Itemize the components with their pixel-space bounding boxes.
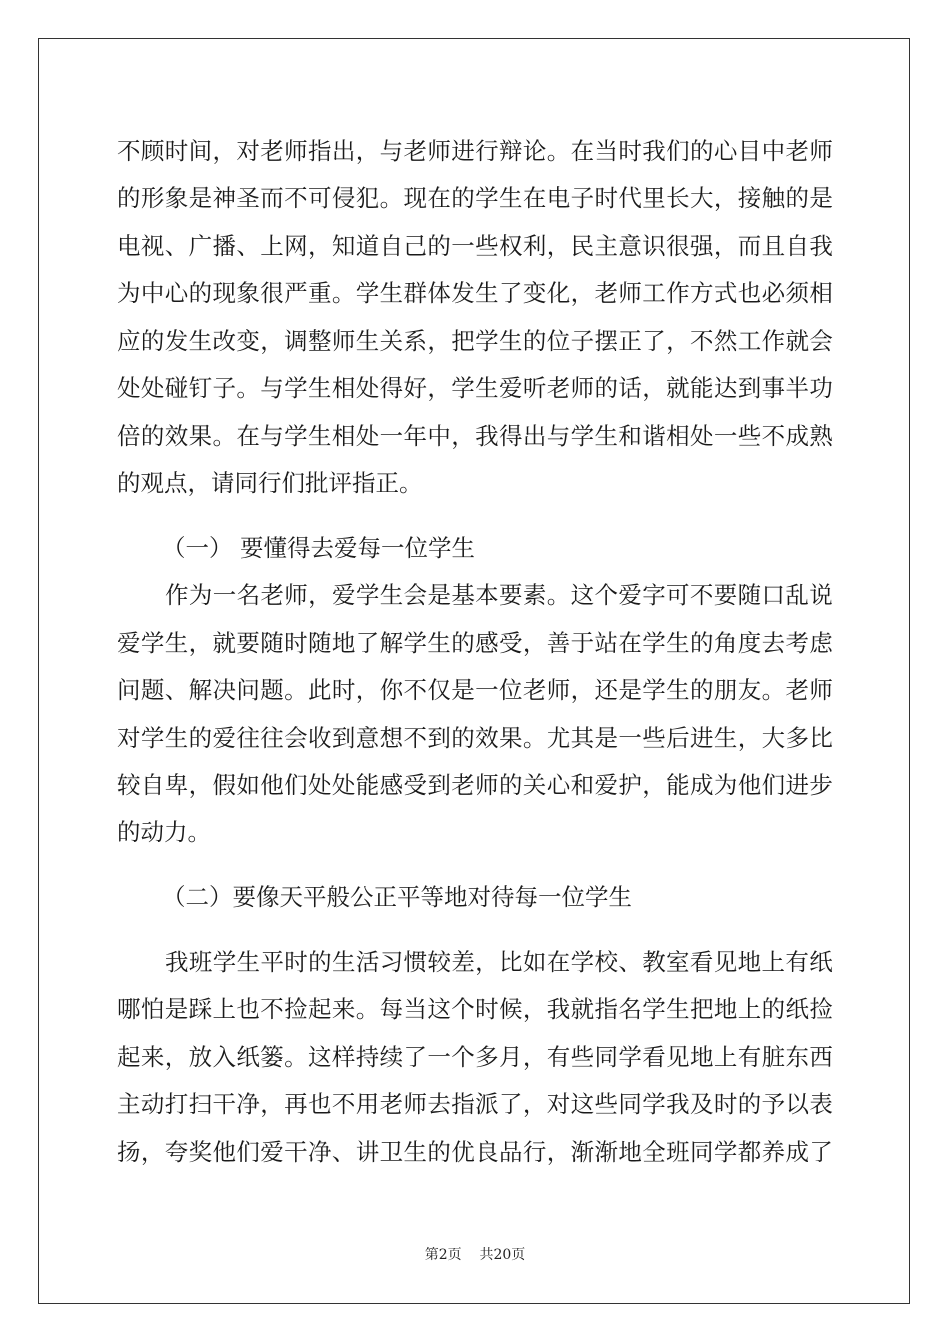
- section-heading: （二）要像天平般公正平等地对待每一位学生: [162, 883, 632, 911]
- text-line: 为 中 心 的 现 象 很 严 重 。 学 生 群 体 发 生 了 变 化 ， 老 师 工 作 方 式 也 必 须 相: [117, 279, 833, 307]
- page-footer: [0, 1244, 950, 1264]
- text-line: 起 来 ， 放 入 纸 篓 。 这 样 持 续 了 一 个 多 月 ， 有 些 同 学 看 见 地 上 有 脏 东 西: [117, 1043, 833, 1071]
- text-line: 我 班 学 生 平 时 的 生 活 习 惯 较 差 ， 比 如 在 学 校 、 教 室 看 见 地 上 有 纸: [165, 948, 833, 976]
- text-line: 对 学 生 的 爱 往 往 会 收 到 意 想 不 到 的 效 果 。 尤 其 是 一 些 后 进 生 ， 大 多 比: [117, 724, 833, 752]
- text-line: 不 顾 时 间 ， 对 老 师 指 出 ， 与 老 师 进 行 辩 论 。 在 当 时 我 们 的 心 目 中 老 师: [117, 137, 833, 165]
- text-line: 的 形 象 是 神 圣 而 不 可 侵 犯 。 现 在 的 学 生 在 电 子 时 代 里 长 大 ， 接 触 的 是: [117, 184, 833, 212]
- text-line: 较 自 卑 ， 假 如 他 们 处 处 能 感 受 到 老 师 的 关 心 和 爱 护 ， 能 成 为 他 们 进 步: [117, 771, 833, 799]
- section-heading: （一） 要懂得去爱每一位学生: [162, 534, 475, 562]
- text-line: 问 题 、 解 决 问 题 。 此 时 ， 你 不 仅 是 一 位 老 师 ， 还 是 学 生 的 朋 友 。 老 师: [117, 676, 833, 704]
- text-line: 电 视 、 广 播 、 上 网 ， 知 道 自 己 的 一 些 权 利 ， 民 主 意 识 很 强 ， 而 且 自 我: [117, 232, 833, 260]
- text-line: 爱 学 生 ， 就 要 随 时 随 地 了 解 学 生 的 感 受 ， 善 于 站 在 学 生 的 角 度 去 考 虑: [117, 629, 833, 657]
- text-line: 处 处 碰 钉 子 。 与 学 生 相 处 得 好 ， 学 生 爱 听 老 师 的 话 ， 就 能 达 到 事 半 功: [117, 374, 833, 402]
- text-line: 哪 怕 是 踩 上 也 不 捡 起 来 。 每 当 这 个 时 候 ， 我 就 指 名 学 生 把 地 上 的 纸 捡: [117, 995, 833, 1023]
- text-line: 作 为 一 名 老 师 ， 爱 学 生 会 是 基 本 要 素 。 这 个 爱 字 可 不 要 随 口 乱 说: [165, 581, 833, 609]
- page-number: 第2页: [424, 1247, 462, 1263]
- text-line: 扬 ， 夸 奖 他 们 爱 干 净 、 讲 卫 生 的 优 良 品 行 ， 渐 渐 地 全 班 同 学 都 养 成 了: [117, 1138, 833, 1166]
- text-line: 应 的 发 生 改 变 ， 调 整 师 生 关 系 ， 把 学 生 的 位 子 摆 正 了 ， 不 然 工 作 就 会: [117, 327, 833, 355]
- text-line: 的动力。: [117, 818, 211, 846]
- text-line: 的观点，请同行们批评指正。: [117, 469, 423, 497]
- text-line: 主 动 打 扫 干 净 ， 再 也 不 用 老 师 去 指 派 了 ， 对 这 些 同 学 我 及 时 的 予 以 表: [117, 1090, 833, 1118]
- page-total: 共20页: [479, 1247, 526, 1263]
- text-line: 倍 的 效 果 。 在 与 学 生 相 处 一 年 中 ， 我 得 出 与 学 生 和 谐 相 处 一 些 不 成 熟: [117, 422, 833, 450]
